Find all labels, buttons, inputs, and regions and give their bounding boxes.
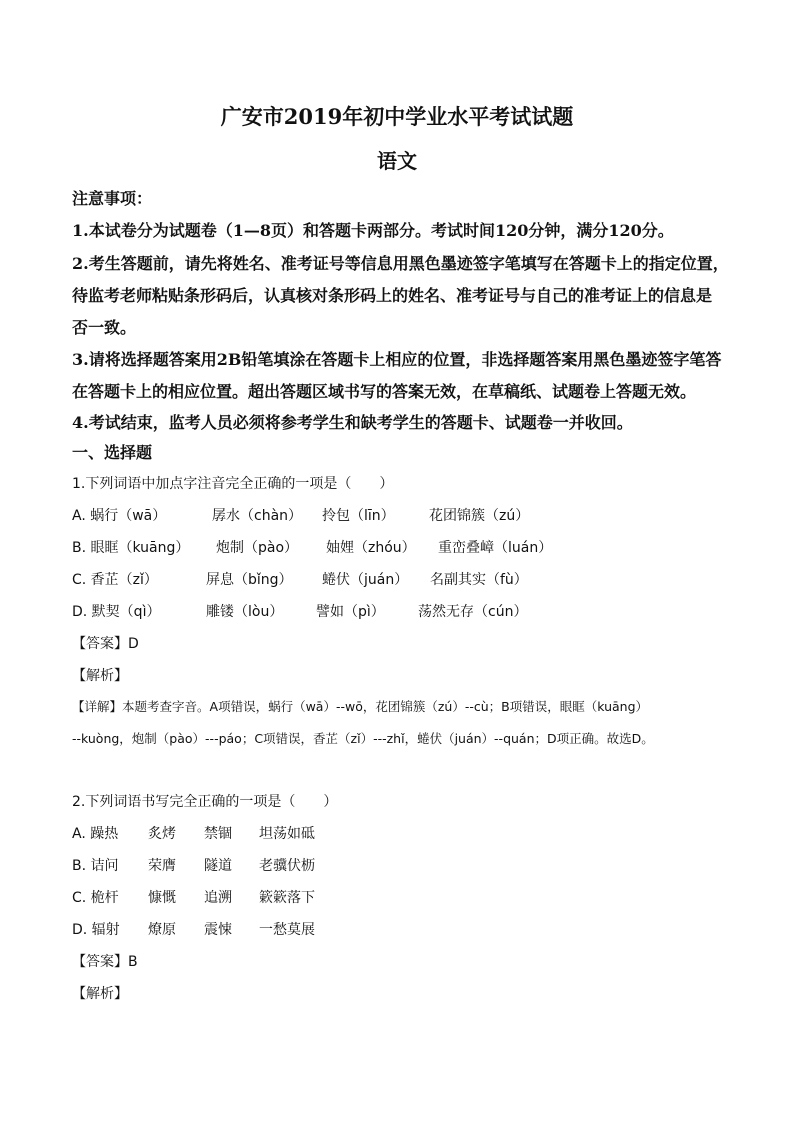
option-term: 名副其实（fù）	[430, 572, 528, 588]
q2-stem: 2.下列词语书写完全正确的一项是（ ）	[72, 794, 338, 810]
note-2-line-2: 待监考老师粘贴条形码后，认真核对条形码上的姓名、准考证号与自己的准考证上的信息是	[72, 286, 713, 305]
answer-tag: 【答案】	[72, 636, 128, 652]
option-term: 禁锢	[204, 826, 232, 842]
section-heading: 一、选择题	[72, 443, 153, 462]
option-term: 孱水（chàn）	[212, 508, 303, 524]
note-1: 1.本试卷分为试题卷（1—8页）和答题卡两部分。考试时间120分钟，满分120分。	[72, 221, 674, 240]
q1-answer	[72, 633, 139, 653]
option-term: 一愁莫展	[259, 922, 315, 938]
option-term: 荣膺	[148, 858, 176, 874]
option-term: D. 默契（qì）	[72, 604, 161, 620]
notes-heading: 注意事项：	[72, 189, 153, 208]
option-term: B. 眼眶（kuāng）	[72, 540, 190, 556]
q1-analysis-tag: 【解析】	[72, 668, 128, 684]
note-2-line-3: 否一致。	[72, 318, 137, 337]
option-term: B. 诘问	[72, 858, 119, 874]
option-term: 拎包（līn）	[322, 508, 395, 524]
note-3-line-1: 3.请将选择题答案用2B铅笔填涂在答题卡上相应的位置，非选择题答案用黑色墨迹签字笔答	[72, 350, 722, 369]
answer-value: B	[128, 954, 138, 970]
option-term: 坦荡如砥	[259, 826, 315, 842]
option-term: 屏息（bǐng）	[206, 572, 293, 588]
note-2-line-1: 2.考生答题前，请先将姓名、准考证号等信息用黑色墨迹签字笔填写在答题卡上的指定位置，	[72, 254, 729, 273]
detail-text: 本题考查字音。A项错误，蜗行（wā）--wō，花团锦簇（zú）--cù；B项错误，眼眶（kuāng）	[122, 699, 649, 714]
q2-analysis-tag: 【解析】	[72, 986, 128, 1002]
option-term: 炮制（pào）	[216, 540, 299, 556]
option-term: 花团锦簇（zú）	[429, 508, 530, 524]
answer-value: D	[128, 636, 139, 652]
option-term: 慷慨	[148, 890, 176, 906]
option-term: A. 蜗行（wā）	[72, 508, 167, 524]
detail-tag: 【详解】	[72, 699, 123, 714]
subject-title: 语文	[377, 149, 417, 173]
option-term: D. 辐射	[72, 922, 120, 938]
option-term: 炙烤	[148, 826, 176, 842]
option-term: 追溯	[204, 890, 232, 906]
note-3-line-2: 在答题卡上的相应位置。超出答题区域书写的答案无效，在草稿纸、试题卷上答题无效。	[72, 382, 697, 401]
q1-detail-line-1	[72, 697, 648, 715]
q2-answer	[72, 951, 138, 971]
option-term: 重峦叠嶂（luán）	[438, 540, 553, 556]
option-term: 燎原	[148, 922, 176, 938]
option-term: 簌簌落下	[259, 890, 315, 906]
option-term: C. 香芷（zǐ）	[72, 572, 158, 588]
option-term: A. 躁热	[72, 826, 119, 842]
option-term: C. 桅杆	[72, 890, 119, 906]
q1-stem: 1.下列词语中加点字注音完全正确的一项是（ ）	[72, 476, 394, 492]
option-term: 老骥伏枥	[259, 858, 315, 874]
option-term: 荡然无存（cún）	[418, 604, 528, 620]
option-term: 雕镂（lòu）	[206, 604, 284, 620]
option-term: 隧道	[204, 858, 232, 874]
exam-title: 广安市2019年初中学业水平考试试题	[220, 104, 574, 129]
option-term: 蜷伏（juán）	[322, 572, 409, 588]
answer-tag: 【答案】	[72, 954, 128, 970]
option-term: 震悚	[204, 922, 232, 938]
option-term: 譬如（pì）	[316, 604, 385, 620]
option-term: 妯娌（zhóu）	[326, 540, 416, 556]
note-4: 4.考试结束，监考人员必须将参考学生和缺考学生的答题卡、试题卷一并收回。	[72, 413, 633, 432]
q1-detail-line-2: --kuòng，炮制（pào）---páo；C项错误，香芷（zǐ）---zhǐ，蜷伏（juán）--quán；D项正确。故选D。	[72, 731, 654, 746]
